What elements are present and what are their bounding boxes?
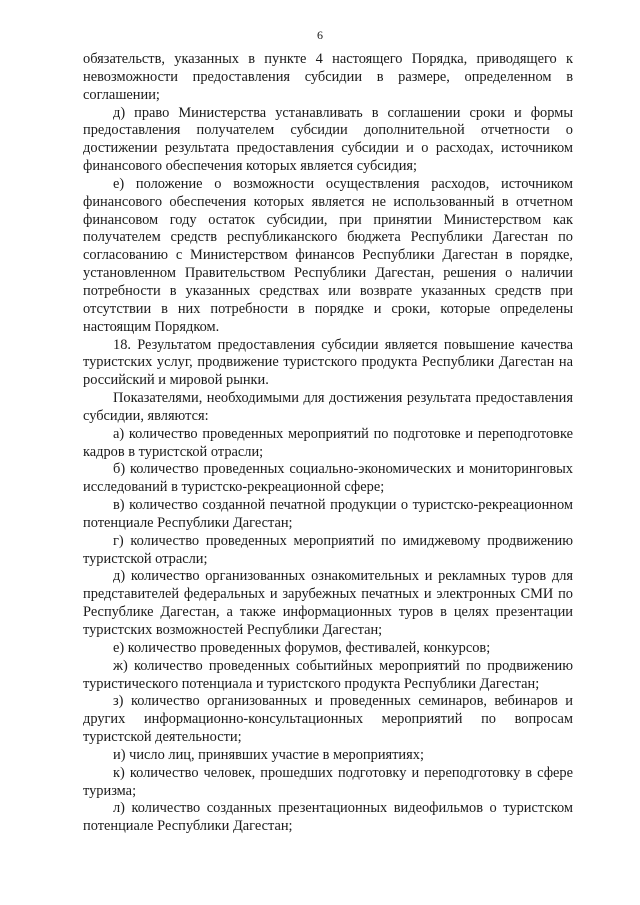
paragraph: а) количество проведенных мероприятий по подготовке и переподготовке кадров в туристской отрасли; xyxy=(83,425,573,460)
paragraph: 18. Результатом предоставления субсидии является повышение качества туристских услуг, продвижение туристского продукта Республики Дагестан на российский и мировой рынки. xyxy=(83,336,573,389)
paragraph: Показателями, необходимыми для достижения результата предоставления субсидии, являются: xyxy=(83,390,573,424)
paragraph: л) количество созданных презентационных видеофильмов о туристском потенциале Республики Дагестан; xyxy=(83,800,573,835)
paragraph: г) количество проведенных мероприятий по имиджевому продвижению туристской отрасли; xyxy=(83,532,573,567)
paragraph: обязательств, указанных в пункте 4 настоящего Порядка, приводящего к невозможности предоставления субсидии в размере, определенном в соглашении; xyxy=(83,51,573,103)
paragraph: е) положение о возможности осуществления расходов, источником финансового обеспечения которых является не использованный в отчетном финансовом году остаток субсидии, при принятии Министерством как получателем средств республиканского бюджета Республики Дагестан по согласованию с Министерством финансов Республики Дагестан в порядке, установленном Правительством Республики Дагестан, решения о наличии потребности в указанных средствах или возврате указанных средств при отсутствии в них потребности в порядке и сроки, которые определены настоящим Порядком. xyxy=(83,175,573,335)
page-number: 6 xyxy=(317,28,323,42)
paragraph: и) число лиц, принявших участие в мероприятиях; xyxy=(113,746,424,763)
paragraph: д) право Министерства устанавливать в соглашении сроки и формы предоставления получателем субсидии дополнительной отчетности о достижении результата предоставления субсидии и о расходах, источником финансового обеспечения которых является субсидия; xyxy=(83,104,573,175)
paragraph: б) количество проведенных социально-экономических и мониторинговых исследований в туристско-рекреационной сфере; xyxy=(83,461,573,496)
document-body xyxy=(83,51,573,836)
paragraph: к) количество человек, прошедших подготовку и переподготовку в сфере туризма; xyxy=(83,764,573,799)
paragraph: д) количество организованных ознакомительных и рекламных туров для представителей федеральных и зарубежных печатных и электронных СМИ по Республике Дагестан, а также информационных туров в целях презентации туристских возможностей Республики Дагестан; xyxy=(83,568,573,638)
paragraph: ж) количество проведенных событийных мероприятий по продвижению туристического потенциала и туристского продукта Республики Дагестан; xyxy=(83,657,573,692)
paragraph: е) количество проведенных форумов, фестивалей, конкурсов; xyxy=(113,639,491,656)
paragraph: з) количество организованных и проведенных семинаров, вебинаров и других информационно-консультационных мероприятий по вопросам туристской деятельности; xyxy=(83,693,573,746)
paragraph: в) количество созданной печатной продукции о туристско-рекреационном потенциале Республики Дагестан; xyxy=(83,497,573,531)
